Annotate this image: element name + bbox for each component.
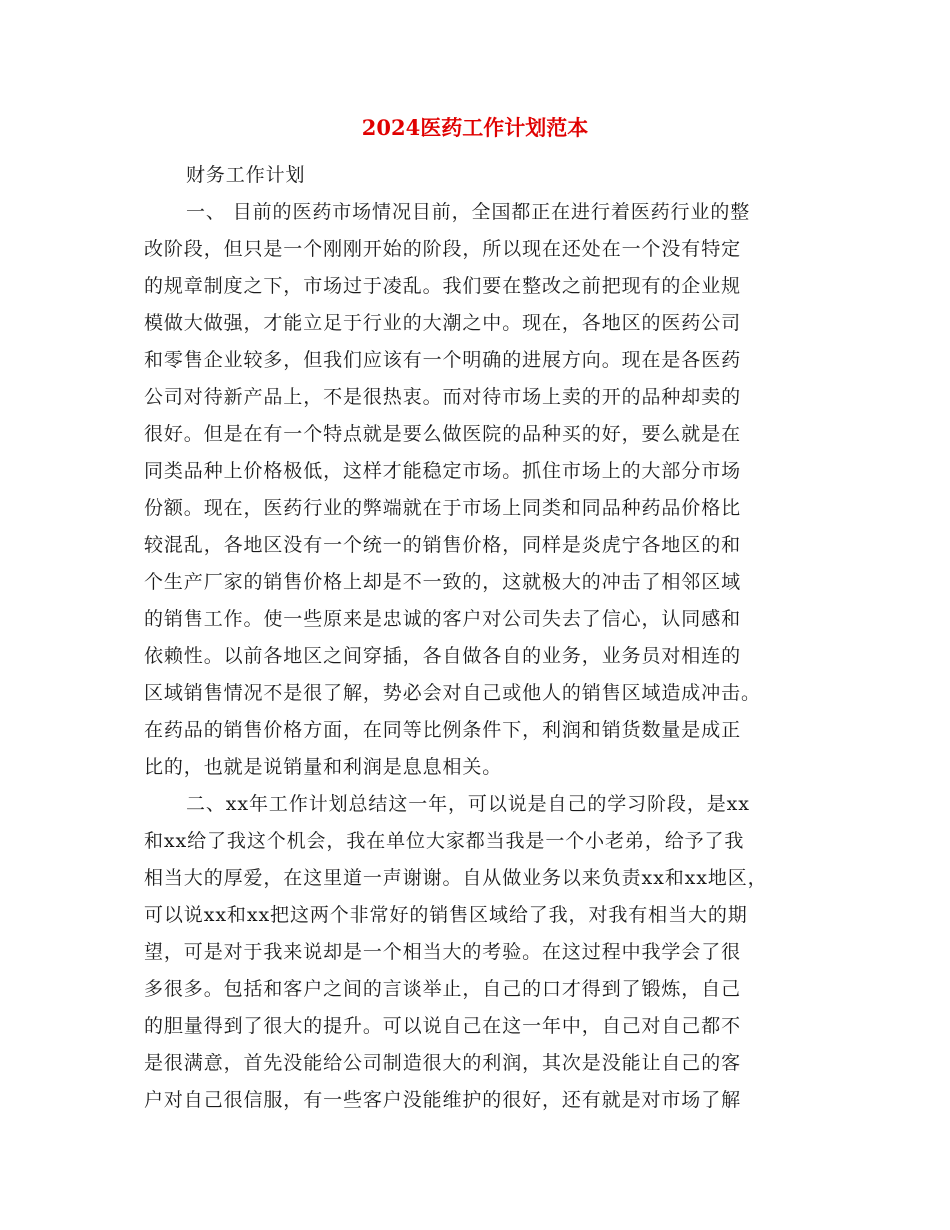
paragraph-line: 依赖性。以前各地区之间穿插，各自做各自的业务，业务员对相连的: [144, 645, 742, 667]
paragraph-line: 份额。现在，医药行业的弊端就在于市场上同类和同品种药品价格比: [144, 497, 742, 519]
paragraph-line: 多很多。包括和客户之间的言谈举止，自己的口才得到了锻炼，自己: [144, 978, 742, 1000]
paragraph-line: 可以说xx和xx把这两个非常好的销售区域给了我，对我有相当大的期: [144, 904, 748, 926]
paragraph-line: 的胆量得到了很大的提升。可以说自己在这一年中，自己对自己都不: [144, 1015, 742, 1037]
document-title: 2024医药工作计划范本: [361, 115, 589, 140]
paragraph-line: 很好。但是在有一个特点就是要么做医院的品种买的好，要么就是在: [144, 423, 742, 445]
section-heading: 财务工作计划: [186, 164, 306, 186]
paragraph-line: 在药品的销售价格方面，在同等比例条件下，利润和销货数量是成正: [144, 719, 742, 741]
paragraph-line: 改阶段，但只是一个刚刚开始的阶段，所以现在还处在一个没有特定: [144, 238, 742, 260]
paragraph-line: 一、 目前的医药市场情况目前，全国都正在进行着医药行业的整: [186, 201, 751, 223]
paragraph-line: 模做大做强，才能立足于行业的大潮之中。现在，各地区的医药公司: [144, 312, 742, 334]
paragraph-line: 较混乱，各地区没有一个统一的销售价格，同样是炎虎宁各地区的和: [144, 534, 742, 556]
paragraph-line: 户对自己很信服，有一些客户没能维护的很好，还有就是对市场了解: [144, 1089, 742, 1111]
paragraph-line: 区域销售情况不是很了解，势必会对自己或他人的销售区域造成冲击。: [144, 682, 761, 704]
paragraph-line: 的销售工作。使一些原来是忠诚的客户对公司失去了信心，认同感和: [144, 608, 742, 630]
paragraph-line: 和xx给了我这个机会，我在单位大家都当我是一个小老弟，给予了我: [144, 830, 745, 852]
paragraph-line: 比的，也就是说销量和利润是息息相关。: [144, 756, 503, 778]
paragraph-line: 的规章制度之下，市场过于凌乱。我们要在整改之前把现有的企业规: [144, 275, 742, 297]
paragraph-line: 望，可是对于我来说却是一个相当大的考验。在这过程中我学会了很: [144, 941, 742, 963]
paragraph-line: 同类品种上价格极低，这样才能稳定市场。抓住市场上的大部分市场: [144, 460, 742, 482]
paragraph-line: 公司对待新产品上，不是很热衷。而对待市场上卖的开的品种却卖的: [144, 386, 742, 408]
paragraph-line: 和零售企业较多，但我们应该有一个明确的进展方向。现在是各医药: [144, 349, 742, 371]
paragraph-line: 相当大的厚爱，在这里道一声谢谢。自从做业务以来负责xx和xx地区，: [144, 867, 768, 889]
paragraph-line: 个生产厂家的销售价格上却是不一致的，这就极大的冲击了相邻区域: [144, 571, 742, 593]
paragraph-line: 二、xx年工作计划总结这一年，可以说是自己的学习阶段，是xx: [186, 793, 750, 815]
paragraph-line: 是很满意，首先没能给公司制造很大的利润，其次是没能让自己的客: [144, 1052, 742, 1074]
